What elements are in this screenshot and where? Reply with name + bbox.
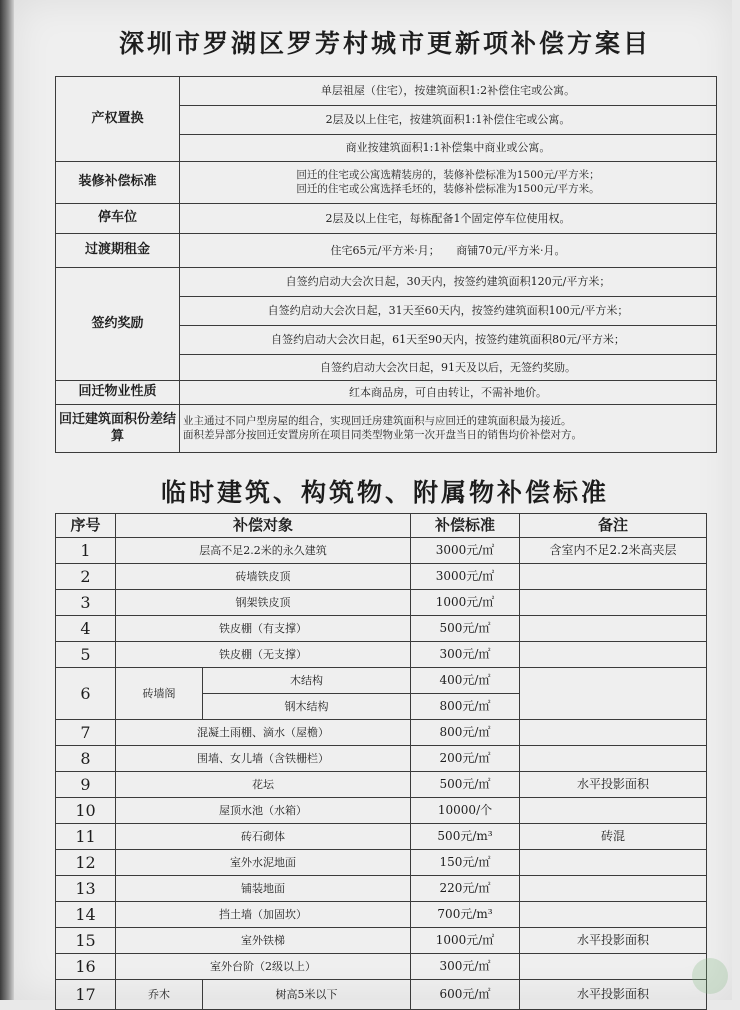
row-object: 混凝土雨棚、滴水（屋檐）: [116, 720, 411, 746]
row-standard: 10000/个: [411, 798, 520, 824]
row-object: 铁皮棚（无支撑）: [116, 642, 411, 668]
row-note: 水平投影面积: [520, 980, 707, 1010]
row-group: 砖墙阁: [116, 668, 203, 720]
row-no: 13: [56, 876, 116, 902]
row-note: [520, 668, 707, 720]
compensation-plan-table: [55, 76, 717, 453]
row-no: 16: [56, 954, 116, 980]
row-object: 室外台阶（2级以上）: [116, 954, 411, 980]
row-no: 17: [56, 980, 116, 1010]
row-object: 砖石砌体: [116, 824, 411, 850]
cell-value: 红本商品房，可自由转让，不需补地价。: [180, 381, 717, 405]
row-label-parking: 停车位: [56, 204, 180, 234]
row-object: 木结构: [203, 668, 411, 694]
row-no: 5: [56, 642, 116, 668]
row-object: 钢木结构: [203, 694, 411, 720]
row-object: 室外铁梯: [116, 928, 411, 954]
row-object: 围墙、女儿墙（含铁栅栏）: [116, 746, 411, 772]
row-standard: 700元/m³: [411, 902, 520, 928]
row-group: 乔木: [116, 980, 203, 1010]
row-label-decoration: 装修补偿标准: [56, 162, 180, 204]
row-standard: 400元/㎡: [411, 668, 520, 694]
row-object: 树高5米以下: [203, 980, 411, 1010]
cell-value: 业主通过不同户型房屋的组合，实现回迁房建筑面积与应回迁的建筑面积最为接近。 面积差异部分按回迁安置房所在项目同类型物业第一次开盘当日的销售均价补偿对方。: [180, 405, 717, 453]
page-title: 深圳市罗湖区罗芳村城市更新项补偿方案目: [118, 29, 651, 58]
row-object: 屋顶水池（水箱）: [116, 798, 411, 824]
row-standard: 300元/㎡: [411, 642, 520, 668]
row-note: [520, 850, 707, 876]
row-standard: 150元/㎡: [411, 850, 520, 876]
row-standard: 800元/㎡: [411, 694, 520, 720]
row-object: 钢架铁皮顶: [116, 590, 411, 616]
row-label-area-settlement: 回迁建筑面积份差结算: [56, 405, 180, 453]
row-label-property-swap: 产权置换: [56, 77, 180, 162]
row-object: 室外水泥地面: [116, 850, 411, 876]
page-edge-shadow: [0, 0, 14, 1000]
row-note: [520, 616, 707, 642]
row-standard: 1000元/㎡: [411, 590, 520, 616]
row-no: 9: [56, 772, 116, 798]
row-note: [520, 642, 707, 668]
row-label-transition-rent: 过渡期租金: [56, 234, 180, 268]
header-no: 序号: [56, 514, 116, 538]
header-note: 备注: [520, 514, 707, 538]
row-note: [520, 798, 707, 824]
row-note: [520, 954, 707, 980]
row-no: 7: [56, 720, 116, 746]
cell-value: 2层及以上住宅，按建筑面积1:1补偿住宅或公寓。: [180, 106, 717, 135]
row-standard: 800元/㎡: [411, 720, 520, 746]
row-no: 11: [56, 824, 116, 850]
row-note: 含室内不足2.2米高夹层: [520, 538, 707, 564]
row-standard: 500元/㎡: [411, 616, 520, 642]
row-object: 层高不足2.2米的永久建筑: [116, 538, 411, 564]
cell-value: 自签约启动大会次日起，31天至60天内，按签约建筑面积100元/平方米；: [180, 297, 717, 326]
row-no: 4: [56, 616, 116, 642]
row-note: [520, 902, 707, 928]
row-standard: 220元/㎡: [411, 876, 520, 902]
row-note: [520, 720, 707, 746]
row-standard: 500元/㎡: [411, 772, 520, 798]
cell-value: 自签约启动大会次日起，30天内，按签约建筑面积120元/平方米；: [180, 268, 717, 297]
row-no: 12: [56, 850, 116, 876]
cell-value: 回迁的住宅或公寓选精装房的，装修补偿标准为1500元/平方米； 回迁的住宅或公寓选择毛坯的，装修补偿标准为1500元/平方米。: [180, 162, 717, 204]
row-no: 14: [56, 902, 116, 928]
row-note: 水平投影面积: [520, 928, 707, 954]
row-standard: 3000元/㎡: [411, 538, 520, 564]
row-note: 水平投影面积: [520, 772, 707, 798]
row-note: 砖混: [520, 824, 707, 850]
cell-value: 商业按建筑面积1:1补偿集中商业或公寓。: [180, 135, 717, 162]
row-object: 挡土墙（加固坎）: [116, 902, 411, 928]
temporary-building-table: [55, 513, 707, 1010]
cell-value: 住宅65元/平方米·月； 商铺70元/平方米·月。: [180, 234, 717, 268]
watermark-logo: [692, 958, 728, 994]
row-standard: 3000元/㎡: [411, 564, 520, 590]
row-note: [520, 746, 707, 772]
row-standard: 600元/㎡: [411, 980, 520, 1010]
row-object: 砖墙铁皮顶: [116, 564, 411, 590]
row-label-property-nature: 回迁物业性质: [56, 381, 180, 405]
cell-value: 2层及以上住宅，每栋配备1个固定停车位使用权。: [180, 204, 717, 234]
row-label-signing-reward: 签约奖励: [56, 268, 180, 381]
section-title: 临时建筑、构筑物、附属物补偿标准: [160, 478, 609, 507]
row-no: 15: [56, 928, 116, 954]
row-note: [520, 590, 707, 616]
row-object: 花坛: [116, 772, 411, 798]
row-standard: 1000元/㎡: [411, 928, 520, 954]
row-no: 8: [56, 746, 116, 772]
row-note: [520, 876, 707, 902]
header-standard: 补偿标准: [411, 514, 520, 538]
row-no: 10: [56, 798, 116, 824]
header-object: 补偿对象: [116, 514, 411, 538]
row-no: 1: [56, 538, 116, 564]
cell-value: 单层祖屋（住宅），按建筑面积1:2补偿住宅或公寓。: [180, 77, 717, 106]
row-no: 2: [56, 564, 116, 590]
row-object: 铺装地面: [116, 876, 411, 902]
row-object: 铁皮棚（有支撑）: [116, 616, 411, 642]
row-no: 6: [56, 668, 116, 720]
row-no: 3: [56, 590, 116, 616]
row-note: [520, 564, 707, 590]
row-standard: 300元/㎡: [411, 954, 520, 980]
row-standard: 200元/㎡: [411, 746, 520, 772]
cell-value: 自签约启动大会次日起，61天至90天内，按签约建筑面积80元/平方米；: [180, 326, 717, 355]
cell-value: 自签约启动大会次日起，91天及以后，无签约奖励。: [180, 355, 717, 381]
row-standard: 500元/m³: [411, 824, 520, 850]
